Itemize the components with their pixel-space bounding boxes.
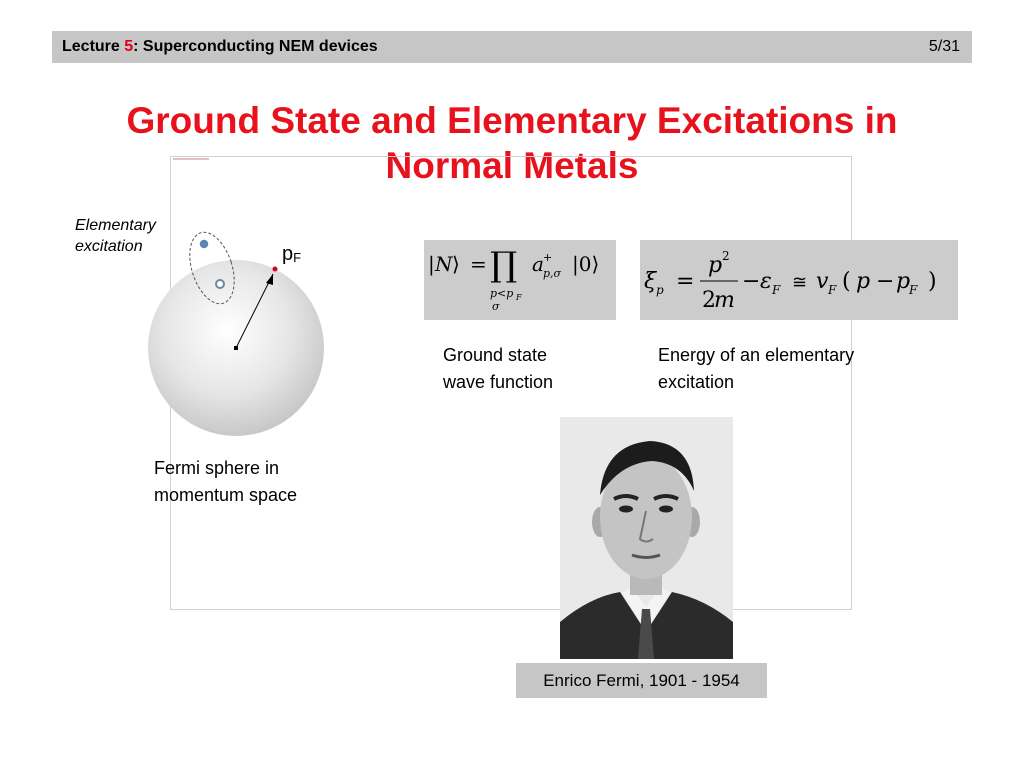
svg-text:(: ( [842, 269, 851, 294]
excitation-electron [199, 239, 209, 249]
excitation-label: Elementary excitation [75, 217, 156, 255]
sphere-center [234, 346, 238, 350]
svg-text:−: − [876, 269, 895, 294]
excitation-energy-equation [640, 240, 958, 320]
lecture-title: Lecture 5: Superconducting NEM devices [62, 38, 378, 55]
title-line-2: Normal Metals [385, 145, 639, 186]
frame-mark [173, 158, 209, 160]
portrait-illustration [560, 417, 733, 659]
svg-text:F: F [772, 283, 781, 297]
svg-text:+: + [543, 251, 553, 264]
svg-text:): ) [928, 269, 937, 294]
svg-text:a: a [532, 252, 544, 276]
svg-text:v: v [816, 269, 829, 294]
svg-text:σ: σ [492, 300, 500, 313]
portrait-caption: Enrico Fermi, 1901 - 1954 [516, 663, 767, 698]
svg-text:p: p [708, 253, 723, 278]
excitation-energy-formula [640, 240, 958, 320]
fermi-sphere-caption: Fermi sphere in momentum space [154, 458, 298, 505]
svg-text:|0⟩: |0⟩ [572, 252, 600, 276]
ground-state-formula [424, 240, 616, 320]
svg-text:F: F [828, 283, 837, 297]
slide-header [52, 31, 972, 63]
title-line-1: Ground State and Elementary Excitations in [126, 100, 898, 141]
excitation-hole [216, 280, 224, 288]
energy-label: Energy of an elementary excitation [658, 345, 855, 392]
svg-text:=: = [470, 252, 487, 276]
ground-state-label: Ground state wave function [443, 345, 554, 392]
pf-label: $p_F$ [282, 243, 302, 265]
lecture-number: 5 [124, 38, 134, 55]
enrico-fermi-portrait [560, 417, 733, 659]
ground-state-equation [424, 240, 616, 320]
svg-text:2: 2 [702, 288, 716, 313]
svg-text:F: F [909, 283, 918, 297]
svg-text:=: = [676, 269, 695, 294]
svg-text:2: 2 [722, 249, 730, 263]
page-number: 5/31 [928, 38, 960, 55]
svg-text:p: p [856, 269, 871, 294]
svg-text:p,σ: p,σ [543, 267, 562, 280]
svg-text:⟩: ⟩ [452, 252, 460, 276]
svg-text:∏: ∏ [490, 245, 518, 285]
svg-text:ε: ε [760, 269, 772, 294]
svg-text:m: m [714, 288, 735, 313]
fermi-sphere-diagram [140, 210, 340, 450]
svg-text:p: p [656, 283, 664, 297]
svg-text:ξ: ξ [644, 269, 657, 294]
svg-text:p<p: p<p [490, 287, 514, 300]
svg-text:F: F [516, 293, 522, 302]
svg-text:N: N [435, 252, 453, 276]
svg-text:|: | [428, 252, 435, 276]
svg-text:≅: ≅ [792, 272, 808, 293]
svg-text:p: p [896, 269, 911, 294]
svg-text:−: − [742, 269, 761, 294]
fermi-point [273, 267, 278, 272]
